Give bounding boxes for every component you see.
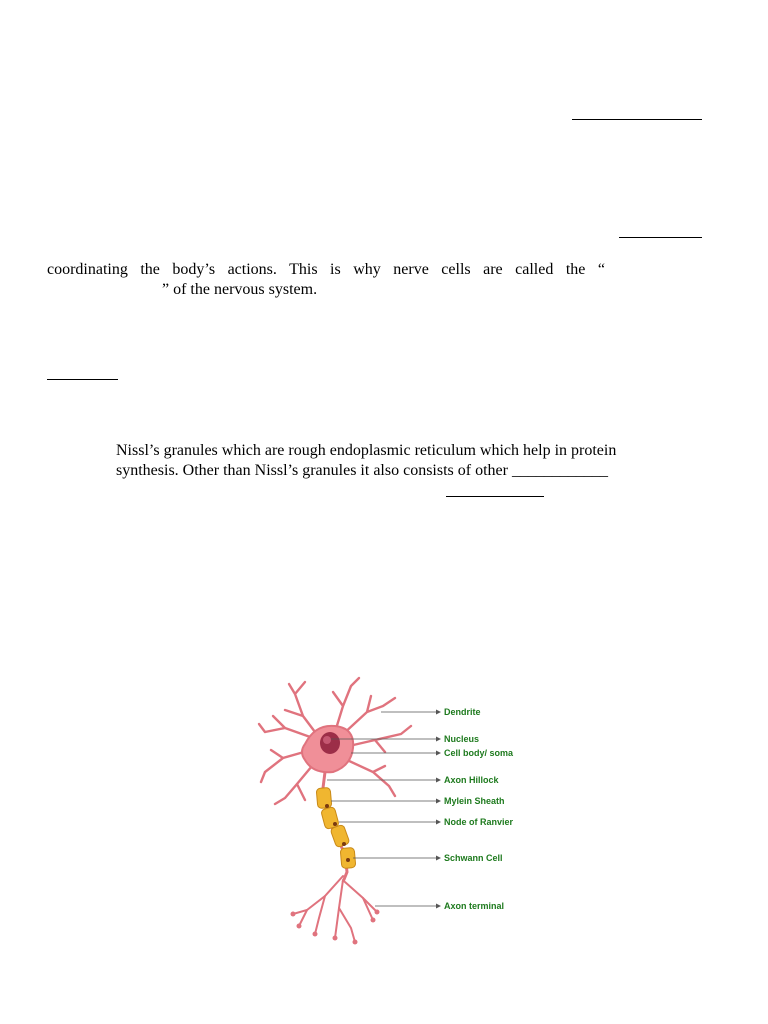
- paragraph-2-line-2: synthesis. Other than Nissl’s granules it also consists of other ____________: [116, 462, 608, 479]
- myelin-sheath-segments: [316, 787, 356, 868]
- paragraph-1-line-2: ” of the nervous system.: [162, 281, 318, 298]
- nucleus-shape: [320, 732, 340, 754]
- label-axon-terminal: Axon terminal: [444, 901, 505, 911]
- label-nucleus: Nucleus: [444, 734, 480, 744]
- axon-terminal: [293, 876, 377, 942]
- paragraph-1-line-1: coordinating the body’s actions. This is why nerve cells are called the “: [47, 261, 605, 278]
- answer-blank-3: [47, 379, 118, 380]
- answer-blank-4: [446, 496, 544, 497]
- answer-blank-1: [572, 119, 702, 120]
- label-dendrite: Dendrite: [444, 707, 481, 717]
- label-myelin-sheath: Mylein Sheath: [444, 796, 505, 806]
- answer-blank-2: [619, 237, 702, 238]
- neuron-diagram: [255, 676, 525, 950]
- label-axon-hillock: Axon Hillock: [444, 775, 499, 785]
- label-cell-body: Cell body/ soma: [444, 748, 514, 758]
- label-node-of-ranvier: Node of Ranvier: [444, 817, 514, 827]
- paragraph-2-line-1: Nissl’s granules which are rough endoplasmic reticulum which help in protein: [116, 442, 617, 459]
- label-schwann-cell: Schwann Cell: [444, 853, 503, 863]
